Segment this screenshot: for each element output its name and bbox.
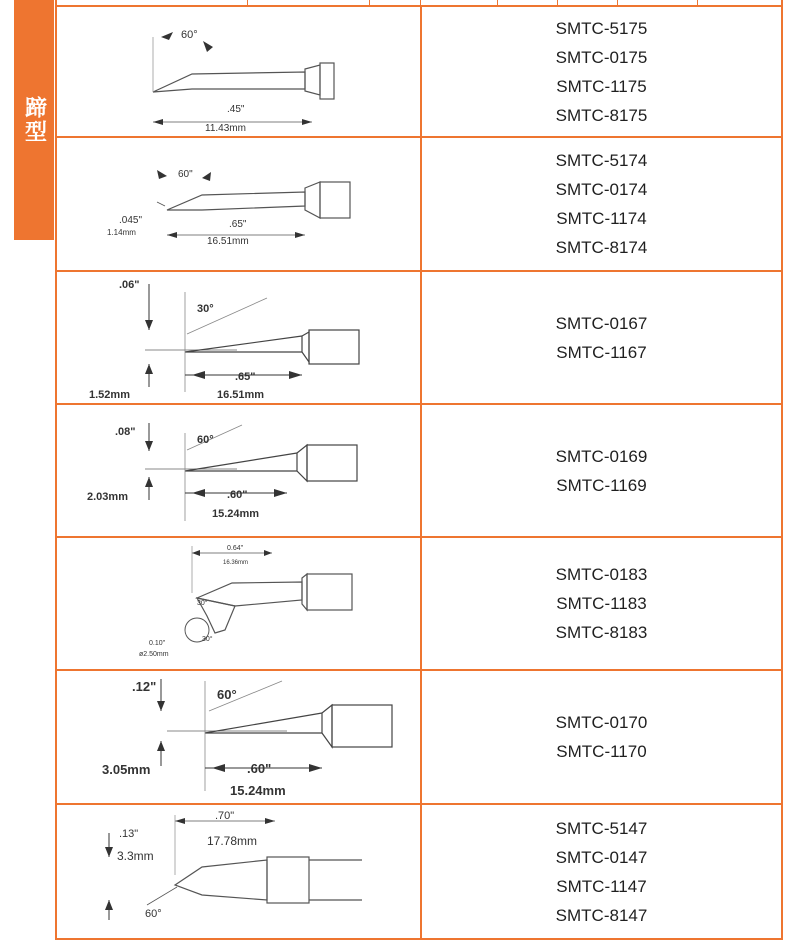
tip-drawing-cell <box>57 671 422 803</box>
part-numbers <box>422 538 781 669</box>
tip-table <box>55 0 783 940</box>
length-in-label: .65" <box>229 219 247 230</box>
category-tab <box>14 0 54 240</box>
length-in-label: .60" <box>227 489 248 501</box>
part-number: SMTC-1175 <box>556 76 647 96</box>
part-numbers <box>422 272 781 403</box>
tip-drawing-cell <box>57 538 422 669</box>
length-in-label: .65" <box>235 371 256 383</box>
length-in-label: .45" <box>227 104 245 115</box>
angle-label: 30° <box>197 303 214 315</box>
tip-drawing-cell <box>57 138 422 270</box>
tip-mm-label: 2.03mm <box>87 491 128 503</box>
part-number: SMTC-1170 <box>556 742 647 761</box>
angle-label: 60° <box>197 434 214 446</box>
length-in-label: .60" <box>247 761 272 776</box>
length-mm-label: 16.36mm <box>223 560 249 566</box>
length-mm-label: 15.24mm <box>230 783 286 798</box>
length-mm-label: 16.51mm <box>217 389 265 401</box>
part-number: SMTC-5175 <box>555 18 648 38</box>
tip-in-label: .08" <box>115 426 136 438</box>
part-number: SMTC-1147 <box>556 876 647 896</box>
part-number: SMTC-0175 <box>555 47 648 67</box>
part-numbers <box>422 7 781 136</box>
table-row <box>55 805 783 940</box>
part-number: SMTC-1174 <box>556 209 647 228</box>
part-number: SMTC-5174 <box>555 151 648 170</box>
tip-drawing-cell <box>57 805 422 938</box>
part-number: SMTC-0174 <box>555 180 648 199</box>
length-in-label: .70" <box>215 810 235 822</box>
length-mm-label: 16.51mm <box>207 236 249 247</box>
part-number: SMTC-0147 <box>555 847 648 867</box>
table-row <box>55 405 783 538</box>
part-numbers <box>422 805 781 938</box>
tip-drawing-5174 <box>57 138 420 270</box>
part-numbers <box>422 405 781 536</box>
part-numbers <box>422 138 781 270</box>
part-number: SMTC-1169 <box>556 475 647 495</box>
angle-label: 60° <box>217 687 237 702</box>
angle-label: 60° <box>181 29 198 41</box>
length-mm-label: 11.43mm <box>205 123 246 134</box>
tip-mm-label: 3.05mm <box>102 762 151 777</box>
part-number: SMTC-0167 <box>555 313 648 333</box>
tip-mm-label: 1.14mm <box>107 228 136 237</box>
part-number: SMTC-0183 <box>555 565 648 584</box>
table-row <box>55 272 783 405</box>
table-row <box>55 5 783 138</box>
tip-drawing-cell <box>57 405 422 536</box>
part-number: SMTC-0169 <box>555 446 648 466</box>
part-number: SMTC-1167 <box>556 342 647 362</box>
tip-drawing-0167 <box>57 272 420 403</box>
length-mm-label: 17.78mm <box>207 834 258 848</box>
tip-mm-label: 1.52mm <box>89 389 130 401</box>
angle1-label: 30° <box>197 600 208 607</box>
part-number: SMTC-8147 <box>555 905 648 925</box>
tip-mm-label: ø2.50mm <box>139 651 169 658</box>
tip-in-label: .06" <box>119 279 140 291</box>
tip-drawing-5147 <box>57 805 420 938</box>
part-numbers <box>422 671 781 803</box>
tip-drawing-0169 <box>57 405 420 536</box>
part-number: SMTC-8174 <box>555 238 648 257</box>
tip-in-label: .13" <box>119 828 139 840</box>
tip-in-label: 0.10" <box>149 640 166 647</box>
part-number: SMTC-5147 <box>555 818 648 838</box>
tip-in-label: .045" <box>119 215 143 226</box>
part-number: SMTC-1183 <box>556 594 647 613</box>
part-number: SMTC-8183 <box>555 623 648 642</box>
table-row <box>55 138 783 272</box>
tip-in-label: .12" <box>132 679 157 694</box>
table-row <box>55 671 783 805</box>
tip-mm-label: 3.3mm <box>117 849 154 863</box>
length-mm-label: 15.24mm <box>212 508 260 520</box>
category-label: 蹄型 <box>21 96 47 144</box>
part-number: SMTC-0170 <box>555 713 648 732</box>
tip-drawing-0170 <box>57 671 420 803</box>
angle-label: 60" <box>178 169 193 180</box>
tip-drawing-5175 <box>57 7 420 138</box>
angle2-label: 30° <box>202 636 213 643</box>
tip-drawing-cell <box>57 7 422 136</box>
table-row <box>55 538 783 671</box>
tip-drawing-0183 <box>57 538 420 669</box>
part-number: SMTC-8175 <box>555 105 648 125</box>
tip-drawing-cell <box>57 272 422 403</box>
length-in-label: 0.64" <box>227 545 244 552</box>
angle-label: 60° <box>145 908 162 920</box>
